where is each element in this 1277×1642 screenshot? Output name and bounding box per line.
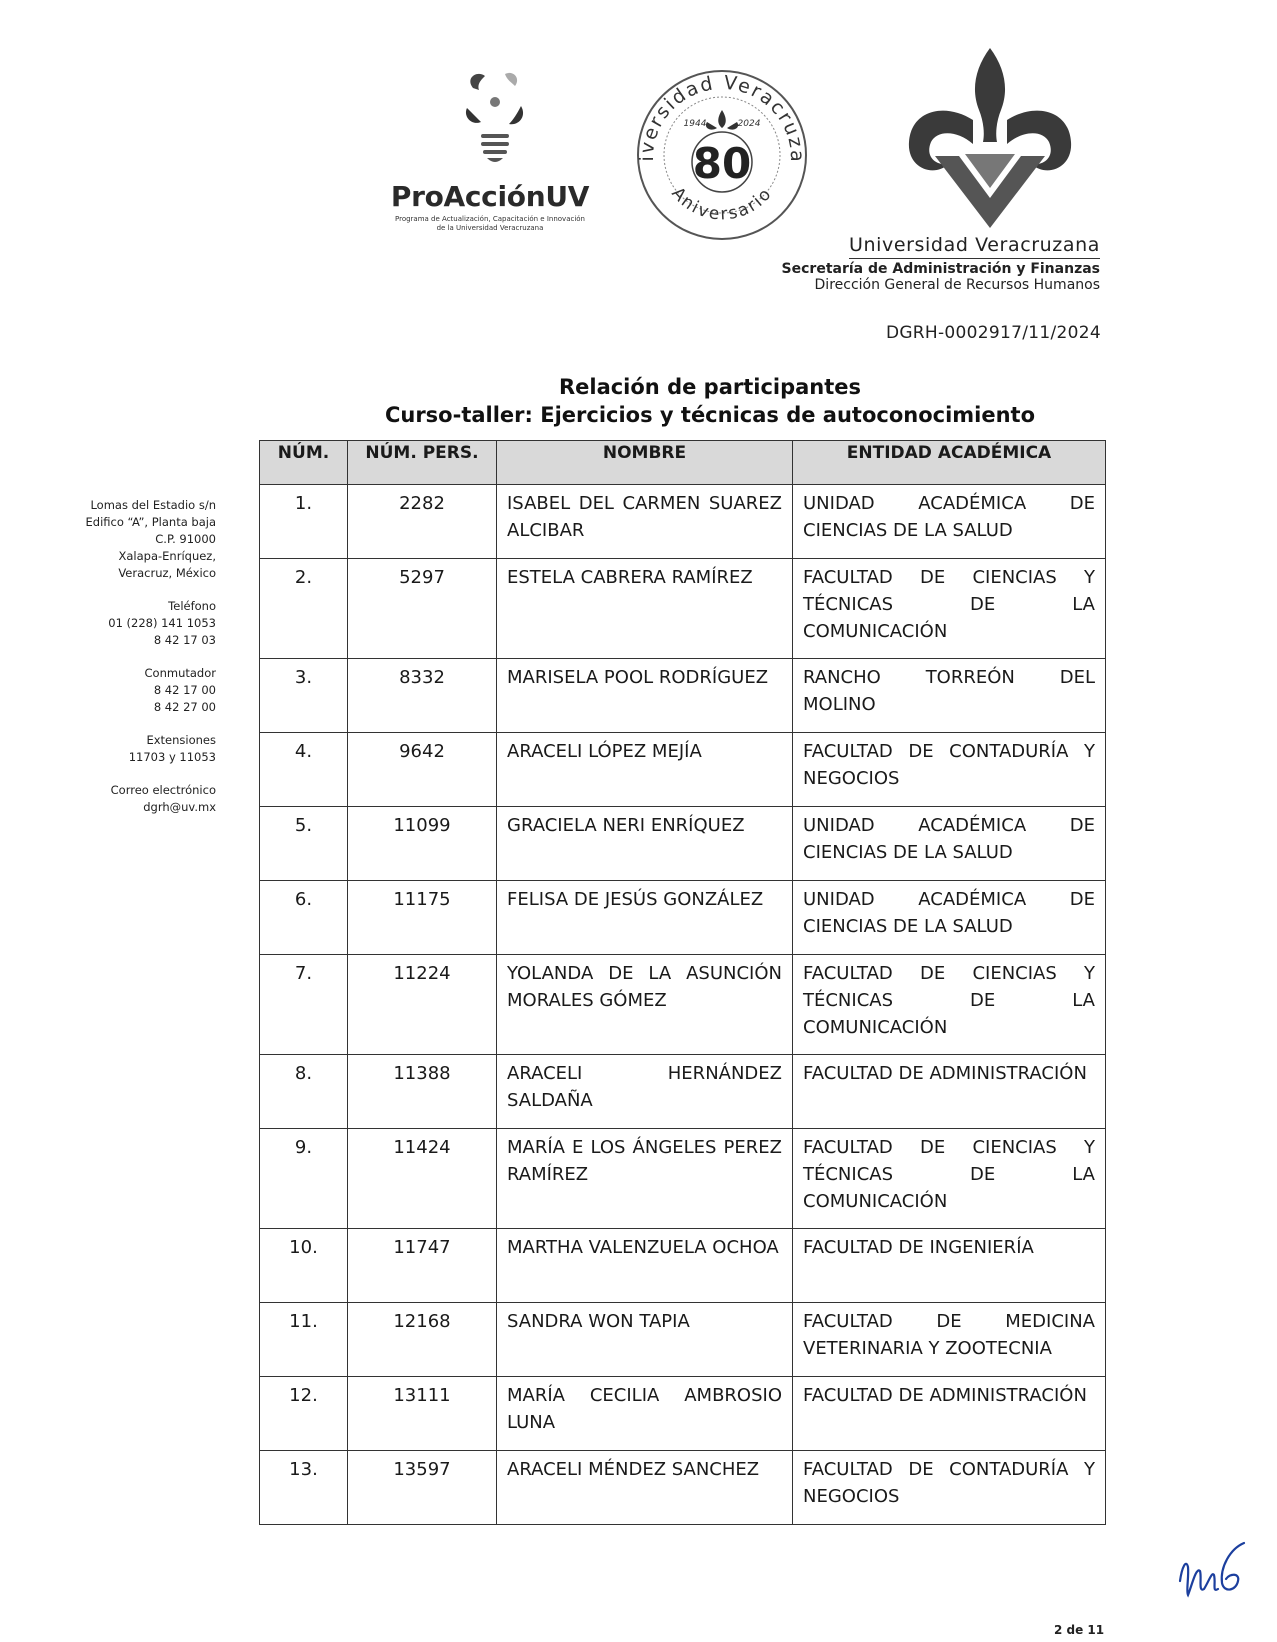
phone-label: Teléfono — [168, 599, 216, 613]
phone-block — [60, 598, 216, 649]
cell-nombre: MARÍA E LOS ÁNGELES PEREZ RAMÍREZ — [497, 1129, 793, 1229]
header-entidad: ENTIDAD ACADÉMICA — [793, 441, 1106, 485]
svg-text:Aniversario: Aniversario — [667, 183, 777, 225]
cell-num-pers: 12168 — [348, 1303, 497, 1377]
email-address: dgrh@uv.mx — [143, 800, 216, 814]
table-row — [260, 1377, 1106, 1451]
cell-num-pers: 9642 — [348, 733, 497, 807]
anniversary-seal — [633, 66, 811, 244]
tagline-line-1: Programa de Actualización, Capacitación e Innovación — [395, 215, 585, 223]
cell-entidad: FACULTAD DE MEDICINA VETERINARIA Y ZOOTECNIA — [793, 1303, 1106, 1377]
cell-entidad: FACULTAD DE CIENCIAS Y TÉCNICAS DE LA COMUNICACIÓN — [793, 559, 1106, 659]
cell-num-pers: 11099 — [348, 807, 497, 881]
document-subtitle: Curso-taller: Ejercicios y técnicas de autoconocimiento — [384, 403, 1036, 427]
table-row — [260, 659, 1106, 733]
address-line: Veracruz, México — [118, 566, 216, 580]
cell-num-pers: 2282 — [348, 485, 497, 559]
cell-num-pers: 11388 — [348, 1055, 497, 1129]
cell-num-pers: 11424 — [348, 1129, 497, 1229]
email-block — [60, 782, 216, 816]
extensions-block — [60, 732, 216, 766]
cell-num-pers: 13597 — [348, 1451, 497, 1525]
cell-entidad: FACULTAD DE CIENCIAS Y TÉCNICAS DE LA COMUNICACIÓN — [793, 955, 1106, 1055]
cell-num: 2. — [260, 559, 348, 659]
table-row — [260, 1129, 1106, 1229]
email-label: Correo electrónico — [110, 783, 216, 797]
cell-entidad: UNIDAD ACADÉMICA DE CIENCIAS DE LA SALUD — [793, 807, 1106, 881]
direccion-name: Dirección General de Recursos Humanos — [814, 277, 1100, 293]
proaccion-name: ProAcciónUV — [390, 180, 590, 213]
address-line: C.P. 91000 — [155, 532, 216, 546]
cell-nombre: MARISELA POOL RODRÍGUEZ — [497, 659, 793, 733]
secretaria-name: Secretaría de Administración y Finanzas — [781, 261, 1100, 277]
table-row — [260, 881, 1106, 955]
table-header-row — [260, 441, 1106, 485]
cell-num-pers: 13111 — [348, 1377, 497, 1451]
cell-entidad: FACULTAD DE CONTADURÍA Y NEGOCIOS — [793, 733, 1106, 807]
cell-num: 7. — [260, 955, 348, 1055]
cell-nombre: GRACIELA NERI ENRÍQUEZ — [497, 807, 793, 881]
cell-num-pers: 11175 — [348, 881, 497, 955]
address-line: Xalapa-Enríquez, — [118, 549, 216, 563]
cell-nombre: ARACELI HERNÁNDEZ SALDAÑA — [497, 1055, 793, 1129]
seal-emblem-icon — [633, 66, 811, 244]
table-row — [260, 955, 1106, 1055]
proaccion-bulb-icon — [455, 68, 535, 178]
proaccion-tagline — [375, 215, 605, 233]
cell-num: 8. — [260, 1055, 348, 1129]
cell-nombre: MARTHA VALENZUELA OCHOA — [497, 1229, 793, 1303]
header-num: NÚM. — [260, 441, 348, 485]
cell-num: 11. — [260, 1303, 348, 1377]
document-title: Relación de participantes — [558, 375, 862, 399]
cell-num: 1. — [260, 485, 348, 559]
address-line: Lomas del Estadio s/n — [90, 498, 216, 512]
svg-text:80: 80 — [692, 139, 752, 188]
cell-num: 4. — [260, 733, 348, 807]
cell-num: 3. — [260, 659, 348, 733]
cell-nombre: YOLANDA DE LA ASUNCIÓN MORALES GÓMEZ — [497, 955, 793, 1055]
cell-num: 10. — [260, 1229, 348, 1303]
header-num-pers: NÚM. PERS. — [348, 441, 497, 485]
handwritten-initials-icon — [1172, 1537, 1252, 1607]
participants-table — [259, 440, 1106, 1525]
cell-entidad: FACULTAD DE ADMINISTRACIÓN — [793, 1377, 1106, 1451]
switchboard-label: Conmutador — [144, 666, 216, 680]
phone-number: 01 (228) 141 1053 — [108, 616, 216, 630]
cell-nombre: ISABEL DEL CARMEN SUAREZ ALCIBAR — [497, 485, 793, 559]
switchboard-block — [60, 665, 216, 716]
cell-entidad: FACULTAD DE CONTADURÍA Y NEGOCIOS — [793, 1451, 1106, 1525]
table-body — [260, 485, 1106, 1525]
page-number: 2 de 11 — [1054, 1623, 1105, 1637]
header-nombre: NOMBRE — [497, 441, 793, 485]
cell-nombre: SANDRA WON TAPIA — [497, 1303, 793, 1377]
institution-name: Universidad Veracruzana — [849, 234, 1100, 259]
svg-text:1944: 1944 — [683, 119, 707, 129]
switchboard-number: 8 42 17 00 — [153, 683, 216, 697]
cell-entidad: UNIDAD ACADÉMICA DE CIENCIAS DE LA SALUD — [793, 881, 1106, 955]
cell-entidad: FACULTAD DE ADMINISTRACIÓN — [793, 1055, 1106, 1129]
cell-num: 6. — [260, 881, 348, 955]
table-row — [260, 1451, 1106, 1525]
cell-entidad: FACULTAD DE CIENCIAS Y TÉCNICAS DE LA COMUNICACIÓN — [793, 1129, 1106, 1229]
table-row — [260, 1055, 1106, 1129]
cell-num: 9. — [260, 1129, 348, 1229]
tagline-line-2: de la Universidad Veracruzana — [436, 224, 544, 232]
cell-nombre: FELISA DE JESÚS GONZÁLEZ — [497, 881, 793, 955]
extensions-value: 11703 y 11053 — [128, 750, 216, 764]
cell-entidad: FACULTAD DE INGENIERÍA — [793, 1229, 1106, 1303]
table-row — [260, 733, 1106, 807]
reference-number: DGRH-0002917/11/2024 — [885, 323, 1101, 343]
cell-num-pers: 8332 — [348, 659, 497, 733]
svg-text:2024: 2024 — [737, 119, 761, 129]
cell-num-pers: 11224 — [348, 955, 497, 1055]
proaccion-logo — [375, 68, 605, 238]
cell-entidad: UNIDAD ACADÉMICA DE CIENCIAS DE LA SALUD — [793, 485, 1106, 559]
cell-num-pers: 5297 — [348, 559, 497, 659]
cell-nombre: ESTELA CABRERA RAMÍREZ — [497, 559, 793, 659]
cell-num: 13. — [260, 1451, 348, 1525]
table-row — [260, 559, 1106, 659]
table-row — [260, 485, 1106, 559]
institution-block — [782, 234, 1100, 293]
address-block — [60, 497, 216, 582]
uv-flor-de-lis-icon — [905, 46, 1075, 234]
svg-text:Universidad Veracruzana: iversidad Veracruza — [635, 71, 809, 164]
table-row — [260, 807, 1106, 881]
cell-nombre: ARACELI LÓPEZ MEJÍA — [497, 733, 793, 807]
cell-nombre: MARÍA CECILIA AMBROSIO LUNA — [497, 1377, 793, 1451]
address-line: Edifico “A”, Planta baja — [85, 515, 216, 529]
table-row — [260, 1303, 1106, 1377]
extensions-label: Extensiones — [146, 733, 216, 747]
cell-num: 5. — [260, 807, 348, 881]
cell-num: 12. — [260, 1377, 348, 1451]
table-row — [260, 1229, 1106, 1303]
switchboard-number: 8 42 27 00 — [153, 700, 216, 714]
cell-num-pers: 11747 — [348, 1229, 497, 1303]
cell-entidad: RANCHO TORREÓN DEL MOLINO — [793, 659, 1106, 733]
phone-number: 8 42 17 03 — [153, 633, 216, 647]
cell-nombre: ARACELI MÉNDEZ SANCHEZ — [497, 1451, 793, 1525]
contact-info — [60, 497, 216, 832]
